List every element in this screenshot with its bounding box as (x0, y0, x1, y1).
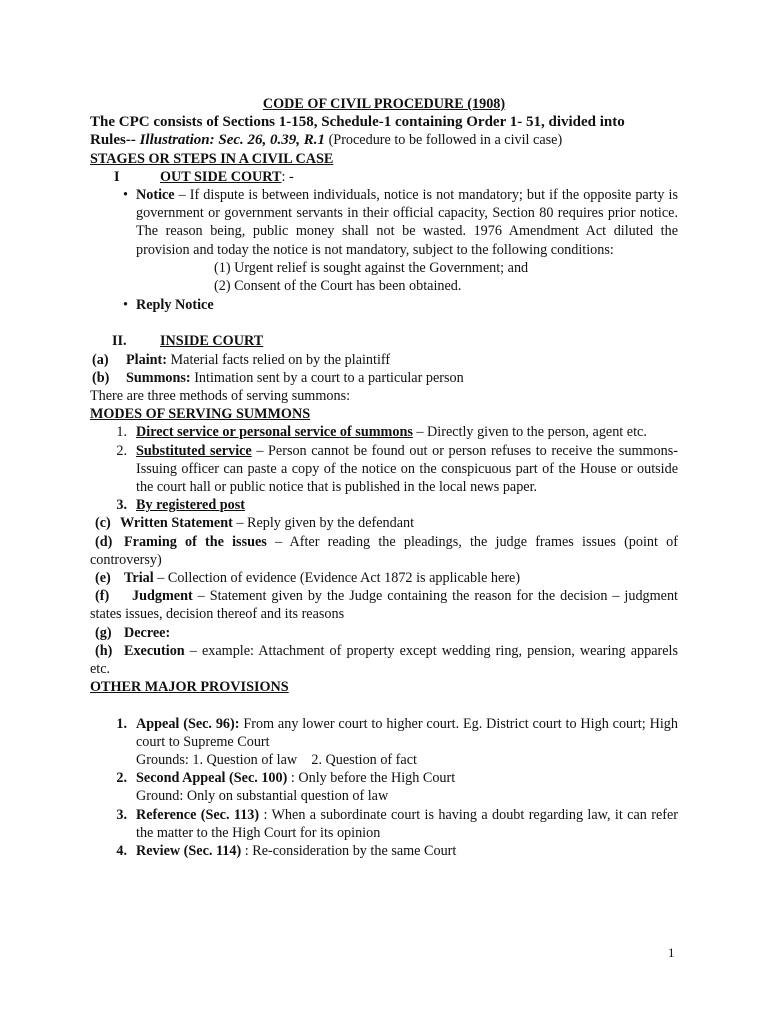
reply-notice-item (90, 296, 678, 314)
intro-line-1: The CPC consists of Sections 1-158, Schedule-1 containing Order 1- 51, divided into (90, 114, 625, 131)
plaint-text: Material facts relied on by the plaintiff (166, 351, 391, 368)
step-text: – After reading the pleadings, the judge frames issues (point of controversy) (90, 533, 678, 568)
step-label: Trial (124, 570, 154, 587)
reply-notice-label: Reply Notice (136, 297, 214, 314)
step-text: – example: Attachment of property except wedding ring, pension, wearing apparels etc. (90, 642, 678, 678)
mode-body: – Directly given to the person, agent etc. (412, 424, 647, 441)
stages-heading: STAGES OR STEPS IN A CIVIL CASE (90, 150, 334, 167)
intro-line-2 (90, 131, 678, 149)
condition-2: (2) Consent of the Court has been obtained. (214, 278, 462, 295)
step-text: – Reply given by the defendant (232, 515, 415, 532)
provision-body: : Re-consideration by the same Court (241, 842, 457, 859)
step-label: Written Statement (120, 515, 233, 532)
outside-title: OUT SIDE COURT (160, 168, 282, 185)
step-g (90, 624, 678, 642)
mode-item-3 (90, 496, 678, 514)
bullet-icon: • (123, 297, 128, 314)
provision-item-3 (90, 806, 678, 842)
step-marker: (e) (95, 570, 111, 587)
plaint-label: Plaint: (126, 351, 167, 368)
notice-label: Notice (136, 187, 175, 204)
provision-label: Second Appeal (Sec. 100) (136, 770, 288, 787)
provision-label: Review (Sec. 114) (136, 842, 242, 859)
mode-number: 2. (116, 442, 127, 459)
outside-roman: I (114, 168, 120, 185)
notice-text (136, 186, 678, 259)
other-provisions-heading: OTHER MAJOR PROVISIONS (90, 679, 289, 696)
mode-number: 1. (116, 424, 127, 441)
plaint-marker: (a) (92, 351, 109, 368)
inside-title: INSIDE COURT (160, 333, 264, 350)
provision-text (136, 842, 678, 860)
step-label: Framing of the issues (124, 533, 267, 550)
step-e (90, 569, 678, 587)
provision-body: : When a subordinate court is having a doubt regarding law, it can refer the matter to the High Court for its opinion (136, 806, 678, 841)
provision-item-2 (90, 769, 678, 805)
page-number: 1 (668, 945, 675, 960)
condition-1: (1) Urgent relief is sought against the Government; and (214, 259, 529, 276)
provision-text (136, 715, 678, 751)
intro-rules-label: Rules-- (90, 132, 140, 149)
summons-text: Intimation sent by a court to a particular person (190, 369, 464, 386)
mode-label: By registered post (136, 497, 246, 514)
step-text: – Statement given by the Judge containing the reason for the decision – judgment states issues, decision thereof and its reasons (90, 588, 678, 623)
summons-label: Summons: (126, 369, 191, 386)
intro-procedure-note: (Procedure to be followed in a civil case) (325, 132, 563, 149)
provision-item-4 (90, 842, 678, 860)
step-marker: (f) (95, 588, 110, 605)
mode-text (136, 496, 678, 514)
step-h (90, 642, 678, 678)
provision-number: 4. (116, 842, 127, 859)
mode-body: – Person cannot be found out or person refuses to receive the summons- Issuing officer can paste a copy of the notice on the conspicuous part of the House or outside the court hall or public notice that is published in the local news paper. (136, 442, 678, 496)
mode-label: Substituted service (136, 442, 252, 459)
step-c (90, 514, 678, 532)
provision-body: From any lower court to higher court. Eg. District court to High court; High court to Supreme Court (136, 715, 678, 750)
provision-label: Appeal (Sec. 96): (136, 715, 240, 732)
mode-label: Direct service or personal service of summons (136, 424, 413, 441)
modes-heading: MODES OF SERVING SUMMONS (90, 406, 311, 423)
provision-number: 3. (116, 806, 127, 823)
provision-body: : Only before the High Court (287, 770, 456, 787)
inside-roman: II. (112, 333, 127, 350)
step-marker: (h) (95, 642, 113, 659)
mode-item-2 (90, 442, 678, 497)
mode-text (136, 423, 678, 441)
provision-text (136, 769, 678, 787)
inside-court-heading (90, 332, 678, 350)
step-text: – Collection of evidence (Evidence Act 1872 is applicable here) (153, 570, 521, 587)
mode-text (136, 442, 678, 497)
provision-text (136, 806, 678, 842)
step-marker: (c) (95, 515, 111, 532)
step-label: Execution (124, 642, 185, 659)
provision-grounds: Grounds: 1. Question of law 2. Question of fact (136, 751, 417, 768)
outside-court-heading (90, 168, 678, 186)
document-page (90, 95, 678, 860)
bullet-icon: • (123, 187, 128, 204)
plaint-line (90, 351, 678, 369)
intro-illustration: Illustration: Sec. 26, 0.39, R.1 (139, 132, 326, 149)
mode-item-1 (90, 423, 678, 441)
mode-number: 3. (116, 497, 127, 514)
notice-body: – If dispute is between individuals, notice is not mandatory; but if the opposite party is government or government servants in their official capacity, Section 80 requires prior notice. The reason being, public money shall not be wasted. 1976 Amendment Act diluted the provision and today the notice is not mandatory, subject to the following conditions: (136, 187, 678, 258)
provision-number: 2. (116, 770, 127, 787)
document-title: CODE OF CIVIL PROCEDURE (1908) (262, 96, 506, 112)
outside-suffix: : - (281, 168, 294, 185)
step-label: Judgment (132, 588, 193, 605)
provision-number: 1. (116, 715, 127, 732)
step-marker: (g) (95, 624, 112, 641)
provision-label: Reference (Sec. 113) (136, 806, 260, 823)
step-marker: (d) (95, 533, 113, 550)
step-f (90, 587, 678, 623)
notice-item (90, 186, 678, 259)
summons-marker: (b) (92, 369, 110, 386)
methods-line: There are three methods of serving summons: (90, 388, 351, 405)
provision-item-1 (90, 715, 678, 770)
step-d (90, 533, 678, 569)
step-label: Decree: (124, 624, 171, 641)
summons-line (90, 369, 678, 387)
provision-grounds: Ground: Only on substantial question of law (136, 788, 389, 805)
